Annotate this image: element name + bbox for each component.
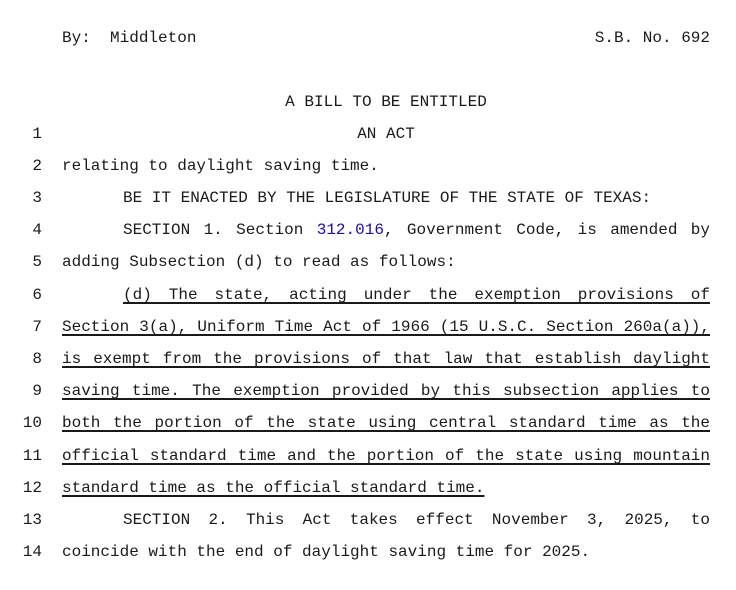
- line-number: 14: [22, 543, 42, 561]
- line-number: 2: [32, 157, 42, 175]
- caption-line: relating to daylight saving time.: [62, 157, 379, 175]
- line-number: 8: [32, 350, 42, 368]
- amended-text-line: saving time. The exemption provided by this subsection applies to: [62, 382, 710, 400]
- amended-text-line: standard time as the official standard time.: [62, 479, 485, 497]
- line-number: 5: [32, 253, 42, 271]
- line-number: 13: [22, 511, 42, 529]
- line-number: 12: [22, 479, 42, 497]
- line-number: 6: [32, 286, 42, 304]
- body-line: coincide with the end of daylight saving time for 2025.: [62, 543, 591, 561]
- body-line: adding Subsection (d) to read as follows:: [62, 253, 456, 271]
- amended-text-line: official standard time and the portion of the state using mountain: [62, 447, 710, 465]
- bill-author: By: Middleton: [62, 29, 197, 47]
- line-number: 11: [22, 447, 42, 465]
- amended-text-line: (d) The state, acting under the exemption provisions of: [123, 286, 710, 304]
- statute-link[interactable]: 312.016: [316, 221, 384, 239]
- enacting-clause: BE IT ENACTED BY THE LEGISLATURE OF THE STATE OF TEXAS:: [123, 189, 652, 207]
- line-number: 7: [32, 318, 42, 336]
- line-number: 3: [32, 189, 42, 207]
- amended-text-line: is exempt from the provisions of that law that establish daylight: [62, 350, 710, 368]
- line-number: 1: [32, 125, 42, 143]
- section-2-line: SECTION 2. This Act takes effect November 3, 2025, to: [123, 511, 710, 529]
- amended-text-line: Section 3(a), Uniform Time Act of 1966 (15 U.S.C. Section 260a(a)),: [62, 318, 710, 336]
- section-1-line: SECTION 1. Section 312.016, Government Code, is amended by: [123, 221, 710, 239]
- bill-number: S.B. No. 692: [594, 29, 710, 47]
- line-number: 4: [32, 221, 42, 239]
- bill-title: A BILL TO BE ENTITLED: [285, 93, 487, 111]
- line-number: 10: [22, 414, 42, 432]
- act-heading: AN ACT: [357, 125, 415, 143]
- line-number: 9: [32, 382, 42, 400]
- amended-text-line: both the portion of the state using central standard time as the: [62, 414, 710, 432]
